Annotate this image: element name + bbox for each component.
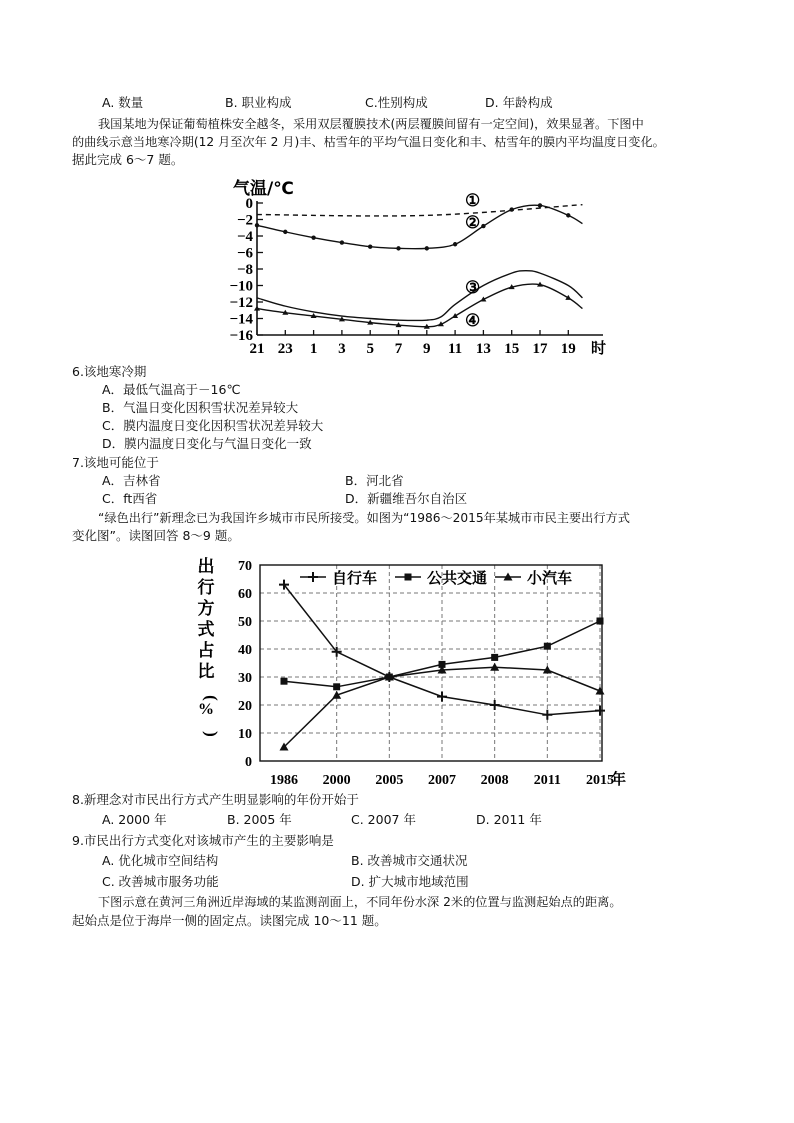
series-line-3 — [257, 271, 582, 321]
x-tick-label: 1 — [309, 341, 318, 357]
q9-stem: 9.市民出行方式变化对该城市产生的主要影响是 — [72, 833, 334, 848]
series-label-3: ③ — [465, 278, 481, 297]
y-tick-label: 20 — [238, 699, 252, 714]
x-tick-label: 2000 — [322, 773, 351, 788]
legend-marker — [308, 572, 318, 582]
y-tick-label: 0 — [245, 196, 253, 212]
x-tick-label: 13 — [475, 341, 491, 357]
x-axis-label: 时 — [591, 339, 607, 357]
y-axis-label-char: 出 — [197, 557, 215, 577]
legend-label: 公共交通 — [427, 569, 488, 587]
y-tick-label: 70 — [238, 559, 252, 574]
y-axis-label — [198, 556, 222, 737]
series-2-point — [481, 224, 485, 228]
series-2-point — [510, 207, 514, 211]
y-tick-label: 30 — [238, 671, 252, 686]
data-point-square — [281, 678, 288, 685]
x-tick-label: 5 — [366, 341, 374, 357]
q7-option-c: C．ft西省 — [102, 491, 158, 506]
x-axis-label: 年 — [611, 770, 627, 788]
legend-marker — [405, 574, 412, 581]
series-line-2 — [257, 205, 582, 249]
q6-option-d: D．膜内温度日变化与气温日变化一致 — [102, 436, 312, 451]
q8-option-c: C. 2007 年 — [351, 812, 416, 827]
series-2-point — [453, 242, 457, 246]
series-label-2: ② — [465, 213, 481, 232]
series-2-point — [396, 246, 400, 250]
series-2-point — [255, 223, 259, 227]
series-4-point — [254, 306, 260, 311]
y-axis-label-char: 行 — [197, 578, 215, 598]
y-axis-label-paren: ( — [202, 695, 221, 701]
x-tick-label: 9 — [423, 341, 431, 357]
x-tick-label: 23 — [277, 341, 293, 357]
q7-option-b: B．河北省 — [345, 473, 404, 488]
data-point-plus — [437, 692, 447, 702]
series-label-4: ④ — [465, 311, 481, 330]
series-label-1: ① — [465, 191, 481, 210]
q9-option-a: A. 优化城市空间结构 — [102, 853, 219, 868]
intro-10-11-line1: 下图示意在黄河三角洲近岸海域的某监测剖面上，不同年份水深 2米的位置与监测起始点的距离。 — [98, 895, 622, 909]
intro-10-11-line2: 起始点是位于海岸一侧的固定点。读图完成 10～11 题。 — [72, 913, 387, 928]
y-tick-label: 40 — [238, 643, 252, 658]
y-tick-label: 60 — [238, 587, 252, 602]
q6-option-c: C．膜内温度日变化因积雪状况差异较大 — [102, 418, 324, 433]
q5-option-d: D. 年龄构成 — [485, 95, 553, 110]
y-axis-label-unit: % — [198, 701, 214, 718]
data-point-square — [333, 683, 340, 690]
y-tick-label: −10 — [229, 278, 253, 295]
intro-8-9-line1: “绿色出行”新理念已为我国许乡城市市民所接受。如图为“1986～2015年某城市市民主要出行方式 — [98, 511, 630, 525]
data-point-square — [544, 643, 551, 650]
y-tick-label: 0 — [245, 755, 252, 770]
y-axis-label: 气温/℃ — [233, 179, 294, 199]
y-tick-label: −2 — [236, 212, 253, 229]
plot-frame — [260, 565, 602, 761]
temperature-chart-series — [254, 203, 582, 328]
legend-label: 自行车 — [332, 569, 378, 587]
y-tick-label: −14 — [229, 311, 253, 328]
series-2-point — [538, 203, 542, 207]
data-point-plus — [542, 710, 552, 720]
q7-option-a: A．吉林省 — [102, 473, 161, 488]
series-2-point — [425, 246, 429, 250]
q8-option-b: B. 2005 年 — [227, 812, 292, 827]
travel-mode-chart — [190, 548, 630, 793]
q5-option-a: A. 数量 — [102, 95, 144, 110]
y-tick-label: 50 — [238, 615, 252, 630]
q8-option-d: D. 2011 年 — [476, 812, 542, 827]
y-tick-label: −12 — [229, 295, 253, 311]
temperature-chart — [225, 170, 625, 362]
x-tick-label: 2005 — [375, 773, 404, 788]
x-tick-label: 17 — [532, 341, 548, 357]
q5-option-b: B. 职业构成 — [225, 95, 292, 110]
q6-option-a: A．最低气温高于－16℃ — [102, 382, 241, 397]
y-tick-label: −8 — [236, 262, 253, 278]
y-axis-label-paren: ) — [202, 731, 221, 737]
travel-mode-chart-grid — [260, 565, 602, 761]
q6-stem: 6.该地寒冷期 — [72, 364, 147, 379]
q8-stem: 8.新理念对市民出行方式产生明显影响的年份开始于 — [72, 792, 359, 807]
x-tick-label: 2007 — [428, 773, 456, 788]
q6-option-b: B．气温日变化因积雪状况差异较大 — [102, 400, 299, 415]
x-tick-label: 21 — [249, 341, 265, 357]
x-tick-label: 11 — [448, 341, 463, 357]
x-tick-label: 2015 — [586, 773, 614, 788]
data-point-plus — [490, 700, 500, 710]
y-axis-label-char: 比 — [197, 662, 215, 682]
q9-option-b: B. 改善城市交通状况 — [351, 853, 468, 868]
y-tick-label: −6 — [236, 245, 253, 262]
q9-option-d: D. 扩大城市地域范围 — [351, 874, 469, 889]
y-tick-label: −16 — [229, 328, 253, 344]
series-line-1 — [257, 205, 582, 216]
q7-option-d: D．新疆维吾尔自治区 — [345, 491, 468, 506]
series-2-point — [311, 235, 315, 239]
legend-label: 小汽车 — [527, 569, 573, 587]
series-2-point — [566, 213, 570, 217]
x-tick-label: 1986 — [270, 773, 298, 788]
data-point-square — [597, 618, 604, 625]
series-2-point — [340, 240, 344, 244]
series-2-point — [283, 230, 287, 234]
y-tick-label: 10 — [238, 727, 252, 742]
x-tick-label: 19 — [560, 341, 576, 357]
q5-option-c: C.性别构成 — [365, 95, 428, 110]
travel-mode-chart-series — [279, 580, 605, 751]
y-axis-label-char: 方 — [197, 599, 215, 619]
q7-stem: 7.该地可能位于 — [72, 455, 159, 470]
data-point-square — [491, 654, 498, 661]
y-axis-label-char: 式 — [197, 620, 215, 640]
intro-6-7-line2: 的曲线示意当地寒冷期(12 月至次年 2 月)丰、枯雪年的平均气温日变化和丰、枯雪年的膜内平均温度日变化。 — [72, 135, 665, 149]
q9-option-c: C. 改善城市服务功能 — [102, 874, 219, 889]
x-tick-label: 2011 — [533, 773, 561, 788]
y-axis-label-char: 占 — [197, 641, 215, 661]
x-tick-label: 2008 — [480, 773, 509, 788]
q8-option-a: A. 2000 年 — [102, 812, 167, 827]
intro-6-7-line1: 我国某地为保证葡萄植株安全越冬，采用双层覆膜技术(两层覆膜间留有一定空间)，效果显著。下图中 — [98, 117, 644, 131]
travel-mode-chart-legend — [300, 569, 572, 587]
x-tick-label: 7 — [394, 341, 403, 357]
intro-6-7-line3: 据此完成 6～7 题。 — [72, 152, 184, 167]
y-tick-label: −4 — [236, 229, 253, 245]
x-tick-label: 3 — [338, 341, 346, 357]
series-2-point — [368, 245, 372, 249]
temperature-chart-axes — [229, 196, 603, 357]
intro-8-9-line2: 变化图”。读图回答 8～9 题。 — [72, 528, 240, 543]
temperature-chart-labels — [233, 178, 606, 357]
x-tick-label: 15 — [504, 341, 520, 357]
data-point-plus — [595, 706, 605, 716]
